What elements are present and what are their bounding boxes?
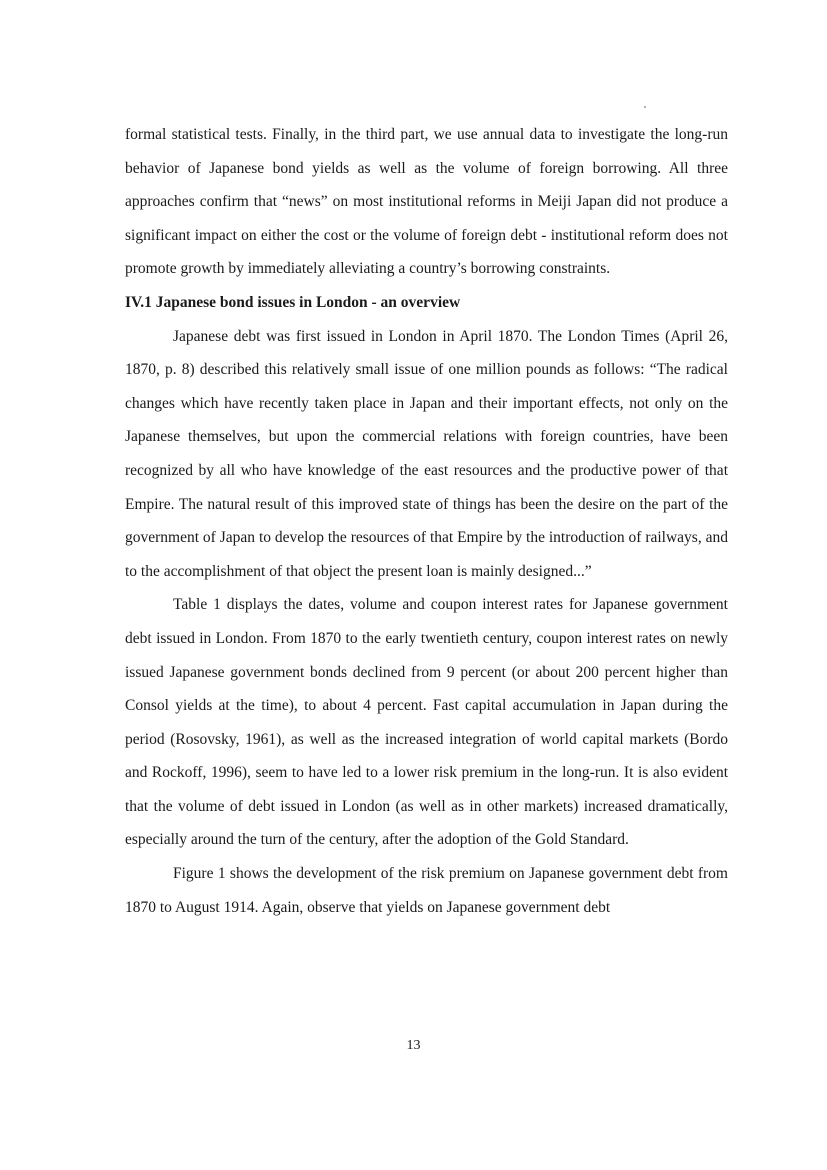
paragraph-intro-continuation: formal statistical tests. Finally, in the third part, we use annual data to investigate the long-run behavior of Japanese bond yields as well as the volume of foreign borrowing. All three approaches confirm that “news” on most institutional reforms in Meiji Japan did not produce a significant impact on either the cost or the volume of foreign debt - institutional reform does not promote growth by immediately alleviating a country’s borrowing constraints. <box>125 126 728 278</box>
body-text <box>125 118 728 924</box>
paragraph-table-1: Table 1 displays the dates, volume and coupon interest rates for Japanese government debt issued in London. From 1870 to the early twentieth century, coupon interest rates on newly issued Japanese government bonds declined from 9 percent (or about 200 percent higher than Consol yields at the time), to about 4 percent. Fast capital accumulation in Japan during the period (Rosovsky, 1961), as well as the increased integration of world capital markets (Bordo and Rockoff, 1996), seem to have led to a lower risk premium in the long-run. It is also evident that the volume of debt issued in London (as well as in other markets) increased dramatically, especially around the turn of the century, after the adoption of the Gold Standard. <box>125 596 728 849</box>
section-heading: IV.1 Japanese bond issues in London - an overview <box>125 293 461 311</box>
page-number: 13 <box>406 1038 421 1053</box>
paragraph-figure-1: Figure 1 shows the development of the risk premium on Japanese government debt from 1870 to August 1914. Again, observe that yields on Japanese government debt <box>125 865 728 916</box>
scan-speck <box>644 106 646 108</box>
paragraph-london-times: Japanese debt was first issued in London in April 1870. The London Times (April 26, 1870, p. 8) described this relatively small issue of one million pounds as follows: “The radical changes which have recently taken place in Japan and their important effects, not only on the Japanese themselves, but upon the commercial relations with foreign countries, have been recognized by all who have knowledge of the east resources and the productive power of that Empire. The natural result of this improved state of things has been the desire on the part of the government of Japan to develop the resources of that Empire by the introduction of railways, and to the accomplishment of that object the present loan is mainly designed...” <box>125 327 728 580</box>
